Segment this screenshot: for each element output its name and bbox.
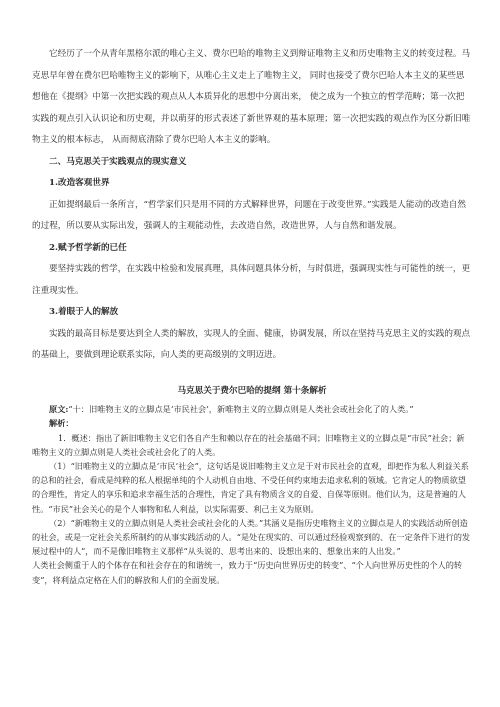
analysis-section [32,384,472,587]
analysis-title: 马克思关于费尔巴哈的提纲 第十条解析 [177,386,327,396]
original-text [32,402,472,416]
intro-paragraph: 它经历了一个从青年黑格尔派的唯心主义、费尔巴哈的唯物主义到辩证唯物主义和历史唯物主义的转变过程。马克思早年曾在费尔巴哈唯物主义的影响下，从唯心主义走上了唯物主义， 同时也接受了费尔巴哈人本主义的某些思想他在《提纲》中第一次把实践的观点从人本质异化的思想中分离出来， 使之成为一个独立的哲学范畴；第一次把实践的观点引入认识论和历史观，并以萌芽的形式表述了新世界观的基本原理；第一次把实践的观点作为区分新旧唯物主义的根本标志， 从而彻底清除了费尔巴哈人本主义的影响。 [32,49,471,145]
subheading-2: 2.赋予哲学新的已任 [49,242,127,253]
analysis-point-1: （1）“旧唯物主义的立脚点是‘市民’社会”，这句话是说旧唯物主义立足于对市民社会的直观，即把作为私人利益关系的总和的社会，看成是纯粹的私人根据单纯的个人动机自由地、不受任何约束地去追求私利的领域。它肯定人的物质欲望的合理性，肯定人的享乐和追求幸福生活的合理性，肯定了具有物质含义的自爱、自保等原则。他们认为，这是普遍的人性。“市民”社会关心的是个人事物和私人利益，以实际需要、利己主义为原则。 [32,461,469,514]
subheading-3: 3.着眼于人的解放 [49,307,119,317]
analysis-label: 解析： [49,418,74,429]
subheading-1: 1.改造客观世界 [49,178,110,188]
analysis-conclusion: 人类社会侧重于人的个体存在和社会存在的和谐统一，致力于“历史向世界历史的转变”、“个人向世界历史性的个人的转变”，将利益点定格在人们的解放和人们的全面发展。 [32,560,463,585]
paragraph-2: 要坚持实践的哲学，在实践中检验和发展真理，具体问题具体分析，与时俱进，强调现实性与可能性的统一，更注重现实性。 [32,264,471,296]
section-heading: 二、马克思关于实践观点的现实意义 [49,156,187,167]
original-quote: “十：旧唯物主义的立脚点是‘市民社会’，新唯物主义的立脚点则是人类社会或社会化了的人类。” [68,404,414,415]
original-label: 原文: [49,404,69,415]
analysis-overview: 1．概述：指出了新旧唯物主义它们各自产生和赖以存在的社会基础不同；旧唯物主义的立脚点是“市民”社会；新唯物主义的立脚点则是人类社会或社会化了的人类。 [32,432,465,457]
analysis-point-2: （2）“新唯物主义的立脚点则是人类社会或社会化的人类。”其涵义是指历史唯物主义的立脚点是人的实践活动所创造的社会，或是一定社会关系所制约的从事实践活动的人。“是处在现实的、可以通过经验观察到的、在一定条件下进行的发展过程中的人”，而不是像旧唯物主义那样“从头说的、思考出来的、设想出来的、想象出来的人出发。” [32,517,471,557]
commentary-section [32,44,472,367]
paragraph-3: 实践的最高目标是要达到全人类的解放，实现人的全面、健康，协调发展，所以在坚持马克思主义的实践的观点的基础上，要做到理论联系实际，向人类的更高级别的文明迈进。 [32,328,471,360]
paragraph-1: 正如提纲最后一条所言，“哲学家们只是用不同的方式解释世界，问题在于改变世界。”实践是人能动的改造自然的过程，所以要从实际出发，强调人的主观能动性，去改造自然，改造世界，人与自然和谐发展。 [32,199,466,231]
